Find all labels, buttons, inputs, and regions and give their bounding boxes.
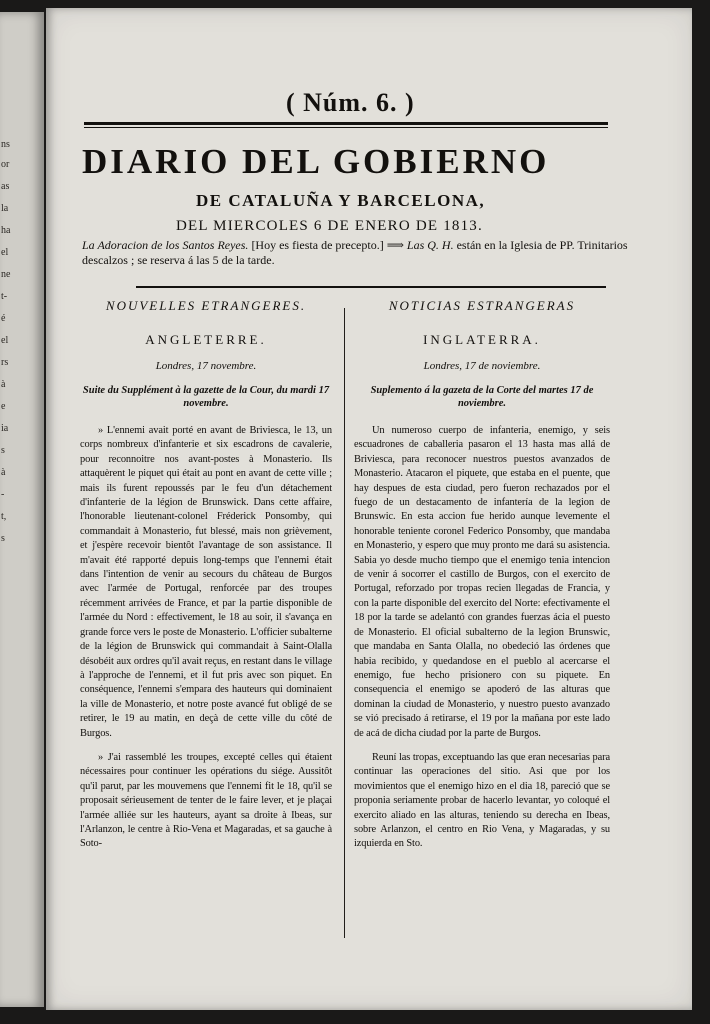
spanish-supplement-title: Suplemento á la gazeta de la Corte del martes 17 de noviembre. xyxy=(370,385,594,409)
prev-page-fragment: ha xyxy=(1,225,11,236)
newspaper-page xyxy=(46,8,692,1010)
spanish-place-date: Londres, 17 de noviembre. xyxy=(423,360,541,372)
prev-page-fragment: ne xyxy=(1,269,11,280)
prev-page-fragment: s xyxy=(1,533,5,544)
french-country: ANGLETERRE. xyxy=(145,332,267,347)
prev-page-fragment: - xyxy=(1,489,5,500)
section-rule xyxy=(136,286,606,288)
french-article-body xyxy=(80,424,332,852)
french-supplement-title: Suite du Supplément à la gazette de la Cour, du mardi 17 novembre. xyxy=(82,385,330,409)
prev-page-fragment: ia xyxy=(1,423,9,434)
prev-page-fragment: t, xyxy=(1,511,7,522)
note-qh: Las Q. H. xyxy=(403,238,454,252)
prev-page-fragment: as xyxy=(1,181,10,192)
note-text-2: están en la Iglesia de PP. Trinitarios descalzos ; se reserva á las 5 de la tarde. xyxy=(82,238,628,267)
prev-page-fragment: é xyxy=(1,313,6,324)
prev-page-fragment: la xyxy=(1,203,9,214)
newspaper-subtitle: DE CATALUÑA Y BARCELONA, xyxy=(196,191,486,210)
prev-page-fragment: s xyxy=(1,445,5,456)
column-divider xyxy=(344,308,345,938)
spanish-paragraph: Un numeroso cuerpo de infanteria, enemigo, y seis escuadrones de caballeria pasaron el 13 hasta mas allá de Briviesca, para reconocer nuestros puestos avanzados de Monasterio. Atacaron el piquete, que estaba en el puente, que hay despues de esta ciudad, pero fueron rechazados por el fuego de un destacamento de infantería de la legion de Brunswic. En esta accion fue herido aunque levemente el honorable teniente coronel Federico Ponsomby, que mandaba en Monasterio, y espero que muy pronto me dará su asistencia. Sabia yo desde mucho tiempo que el enemigo tenia intencion de venir á socorrer el castillo de Burgos, con el exercito de Portugal, reforzado por tropas recien llegadas de Francia, y con la parte disponible del exercito del Norte: efectivamente el 18 por la tarde se adelantó con grandes fuerzas ácia el puesto de Monasterio. El oficial subalterno de la legion Brunswic, que mandaba en Santa Olalla, no obedeció las órdenes que habia recibido, y quedandose en el pueblo al acercarse el enemigo, fue hecho prisionero con su piquete. En consequencia el enemigo se apoderó de las alturas que dominan la ciudad de Monasterio, y nuestro puesto avanzado se vió precisado á retirarse, el 19 por la mañana por este lado de acá de dicha ciudad por la parte de Burgos. xyxy=(354,425,610,739)
issue-date: DEL MIERCOLES 6 DE ENERO DE 1813. xyxy=(176,218,483,234)
previous-page-edge xyxy=(0,12,44,1007)
spanish-heading: NOTICIAS ESTRANGERAS xyxy=(388,298,576,313)
spanish-country: INGLATERRA. xyxy=(423,332,541,347)
spanish-column xyxy=(354,298,610,862)
prev-page-fragment: el xyxy=(1,335,9,346)
masthead-rule xyxy=(84,122,608,125)
spanish-paragraph: Reuní las tropas, exceptuando las que eran necesarias para continuar las operaciones del sitio. Asi que por los movimientos que el enemigo hizo en el dia 18, pareció que se proponia seriamente probar de hacerlo levantar, yo coloqué el exercito aliado en las alturas, teniendo su derecha en Ibeas, sobre Arlanzon, el centro en Rio Vena, y Magaradas, y su izquierda en Sto. xyxy=(354,751,610,850)
french-heading: NOUVELLES ETRANGERES. xyxy=(105,298,307,313)
note-text-1: [Hoy es fiesta de precepto.] xyxy=(248,238,387,252)
prev-page-fragment: à xyxy=(1,467,6,478)
masthead-rule-thin xyxy=(84,127,608,128)
prev-page-fragment: ns xyxy=(1,139,10,150)
pointing-hand-icon: ⟹ xyxy=(386,238,404,252)
french-column xyxy=(80,298,332,862)
french-paragraph: » L'ennemi avait porté en avant de Briviesca, le 13, un corps nombreux d'infanterie et six escadrons de cavalerie, pour reconnoitre nos avant-postes à Monasterio. Ils attaquèrent le piquet qui était au pont en avant de cette ville ; mais ils furent repoussés par le feu d'un détachement d'infanterie de la légion de Brunswick. Dans cette affaire, l'honorable lieutenant-colonel Fréderick Ponsomby, qui commandait à Monasterio, fut blessé, mais non grièvement, et j'espère recevoir bientôt l'avantage de son assistance. Il m'avait été rapporté depuis long-temps que l'ennemi était dans l'intention de venir au secours du château de Burgos avec l'armée de Portugal, renforcée par des troupes récemment arrivées de France, et par la partie disponible de l'armée du Nord : effectivement, le 18 au soir, il s'avança en grande force vers le poste de Monasterio. L'officier subalterne de la légion de Brunswick qui commandait à Saint-Olalla désobéit aux ordres qu'il avait reçus, en restant dans le village à l'approche de l'ennemi, et il fut pris avec son piquet. En conséquence, l'ennemi s'empara des hauteurs qui dominaient la ville de Monasterio, et notre poste avancé fut obligé de se retirer, le 19 au matin, en deçà de cette ville du côté de Burgos. xyxy=(80,425,332,739)
prev-page-fragment: à xyxy=(1,379,6,390)
prev-page-fragment: rs xyxy=(1,357,9,368)
religious-note xyxy=(82,238,638,268)
note-saint: La Adoracion de los Santos Reyes. xyxy=(82,238,249,252)
newspaper-title: DIARIO DEL GOBIERNO xyxy=(82,142,550,181)
issue-number: ( Núm. 6. ) xyxy=(286,88,415,117)
spanish-article-body xyxy=(354,424,610,852)
french-paragraph: » J'ai rassemblé les troupes, excepté celles qui étaient nécessaires pour continuer les opérations du siége. Aussitôt qu'il parut, par les mouvemens que l'ennemi fit le 18, qu'il se proposait sérieusement de tenter de le faire lever, et je plaçai l'armée alliée sur les hauteurs, ayant sa droite à Ibeas, sur l'Arlanzon, le centre à Rio-Vena et Magaradas, et sa gauche à Soto- xyxy=(80,751,332,850)
prev-page-fragment: or xyxy=(1,159,10,170)
prev-page-fragment: el xyxy=(1,247,9,258)
prev-page-fragment: e xyxy=(1,401,6,412)
prev-page-fragment: t- xyxy=(1,291,8,302)
french-place-date: Londres, 17 novembre. xyxy=(155,360,257,372)
